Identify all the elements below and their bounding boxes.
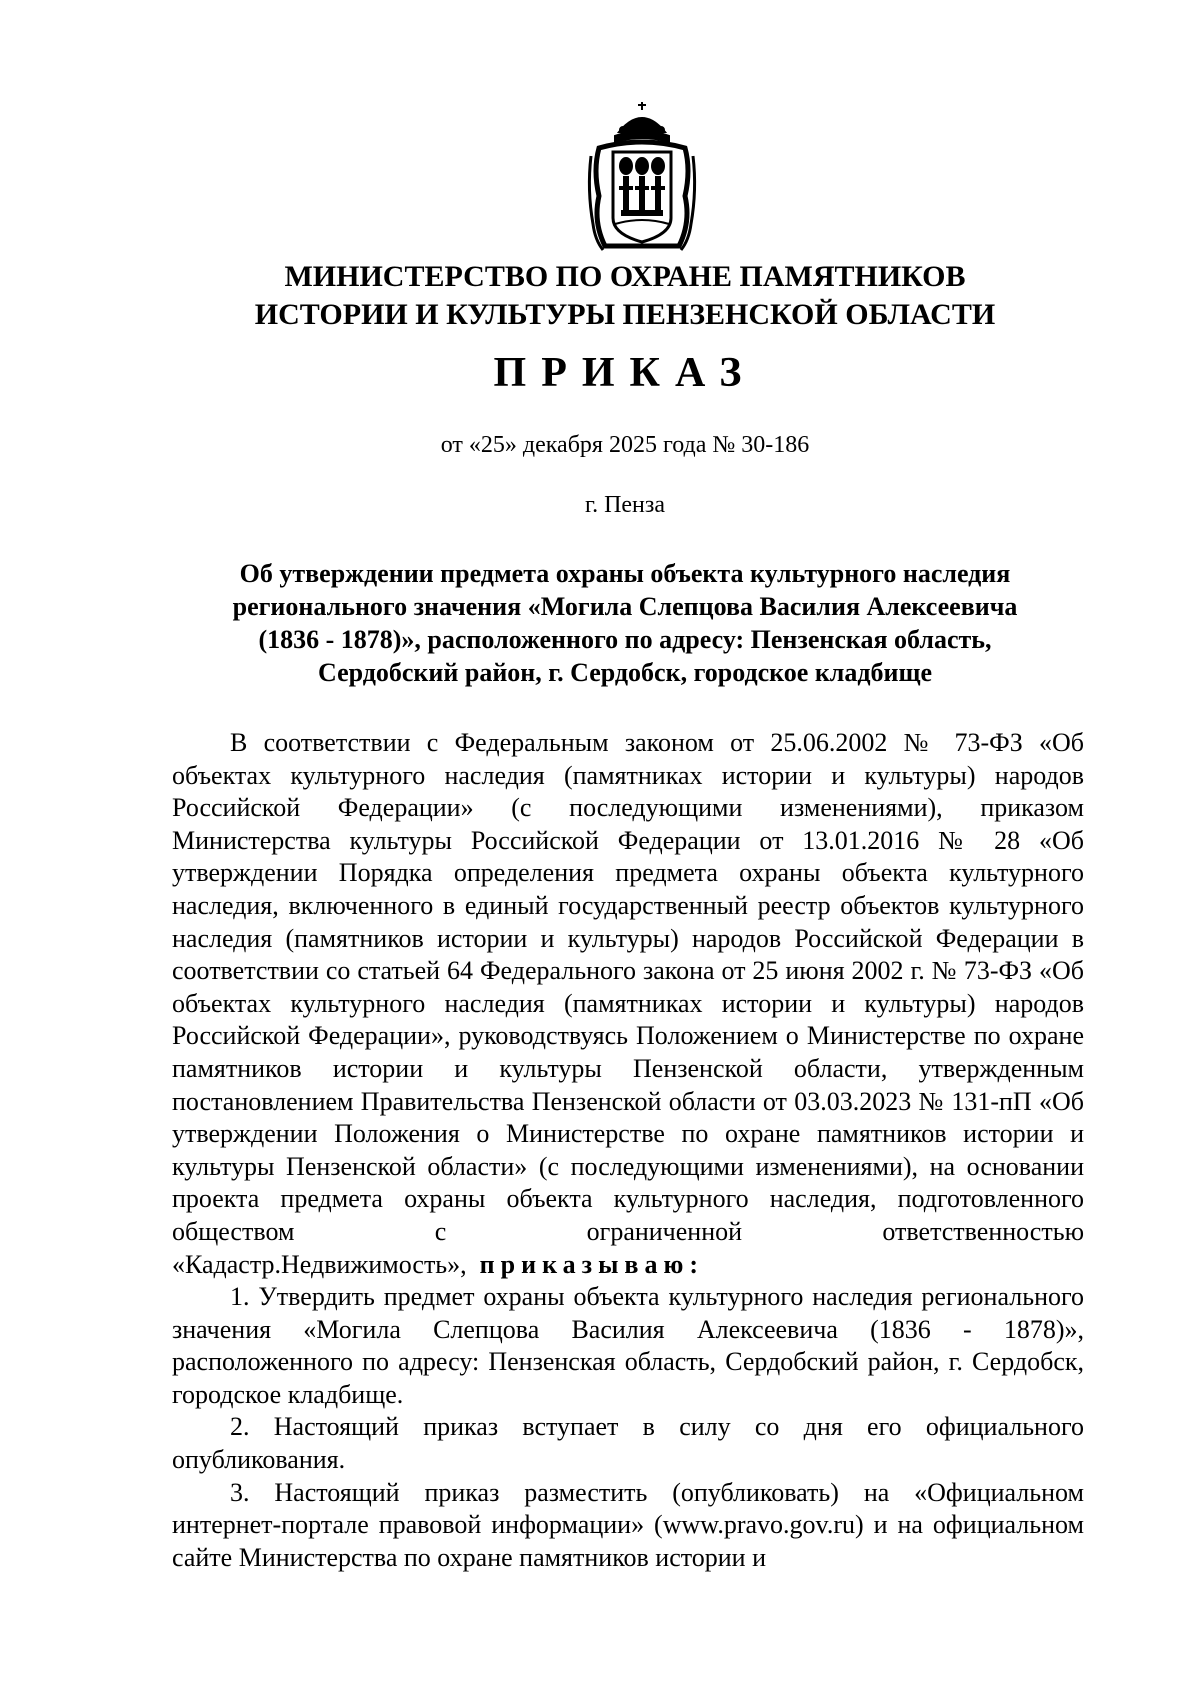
ministry-name-line-2: ИСТОРИИ И КУЛЬТУРЫ ПЕНЗЕНСКОЙ ОБЛАСТИ (254, 298, 996, 331)
order-item-2: 2. Настоящий приказ вступает в силу со дня его официального опубликования. (172, 1412, 1084, 1475)
order-subject-line-2: регионального значения «Могила Слепцова Василия Алексеевича (232, 592, 1018, 621)
issue-city: г. Пенза (584, 492, 666, 518)
order-subject-line-1: Об утверждении предмета охраны объекта культурного наследия (239, 559, 1011, 588)
ministry-name (160, 258, 1090, 334)
order-date-number: от «25» декабря 2025 года № 30-186 (440, 432, 810, 458)
preamble-paragraph (172, 727, 1084, 1281)
order-body (172, 727, 1084, 1574)
preamble-text: В соответствии с Федеральным законом от 25.06.2002 № 73-ФЗ «Об объектах культурного наследия (памятниках истории и культуры) народов Российской Федерации» (с последующими изменениями), приказом Министерства культуры Российской Федерации от 13.01.2016 № 28 «Об утверждении Порядка определения предмета охраны объекта культурного наследия, включенного в единый государственный реестр объектов культурного наследия (памятников истории и культуры) народов Российской Федерации в соответствии со статьей 64 Федерального закона от 25 июня 2002 г. № 73-ФЗ «Об объектах культурного наследия (памятниках истории и культуры) народов Российской Федерации», руководствуясь Положением о Министерстве по охране памятников истории и культуры Пензенской области, утвержденным постановлением Правительства Пензенской области от 03.03.2023 № 131-пП «Об утверждении Положения о Министерстве по охране памятников истории и культуры Пензенской области» (с последующими изменениями), на основании проекта предмета охраны объекта культурного наследия, подготовленного обществом с ограниченной ответственностью «Кадастр.Недвижимость», (172, 728, 1084, 1279)
order-subject-line-4: Сердобский район, г. Сердобск, городское кладбище (317, 658, 933, 687)
ministry-name-line-1: МИНИСТЕРСТВО ПО ОХРАНЕ ПАМЯТНИКОВ (284, 260, 966, 293)
penza-coat-of-arms-emblem (585, 100, 699, 256)
document-type-title: ПРИКАЗ (493, 350, 757, 396)
order-keyword: приказываю: (479, 1249, 704, 1279)
order-item-1: 1. Утвердить предмет охраны объекта культурного наследия регионального значения «Могила Слепцова Василия Алексеевича (1836 - 1878)», расположенного по адресу: Пензенская область, Сердобский район, г. Сердобск, городское кладбище. (172, 1282, 1084, 1409)
order-item-3: 3. Настоящий приказ разместить (опубликовать) на «Официальном интернет-портале правовой информации» (www.pravo.gov.ru) и на официальном сайте Министерства по охране памятников истории и (172, 1477, 1084, 1572)
order-subject (160, 557, 1090, 689)
order-subject-line-3: (1836 - 1878)», расположенного по адресу: Пензенская область, (258, 625, 992, 654)
